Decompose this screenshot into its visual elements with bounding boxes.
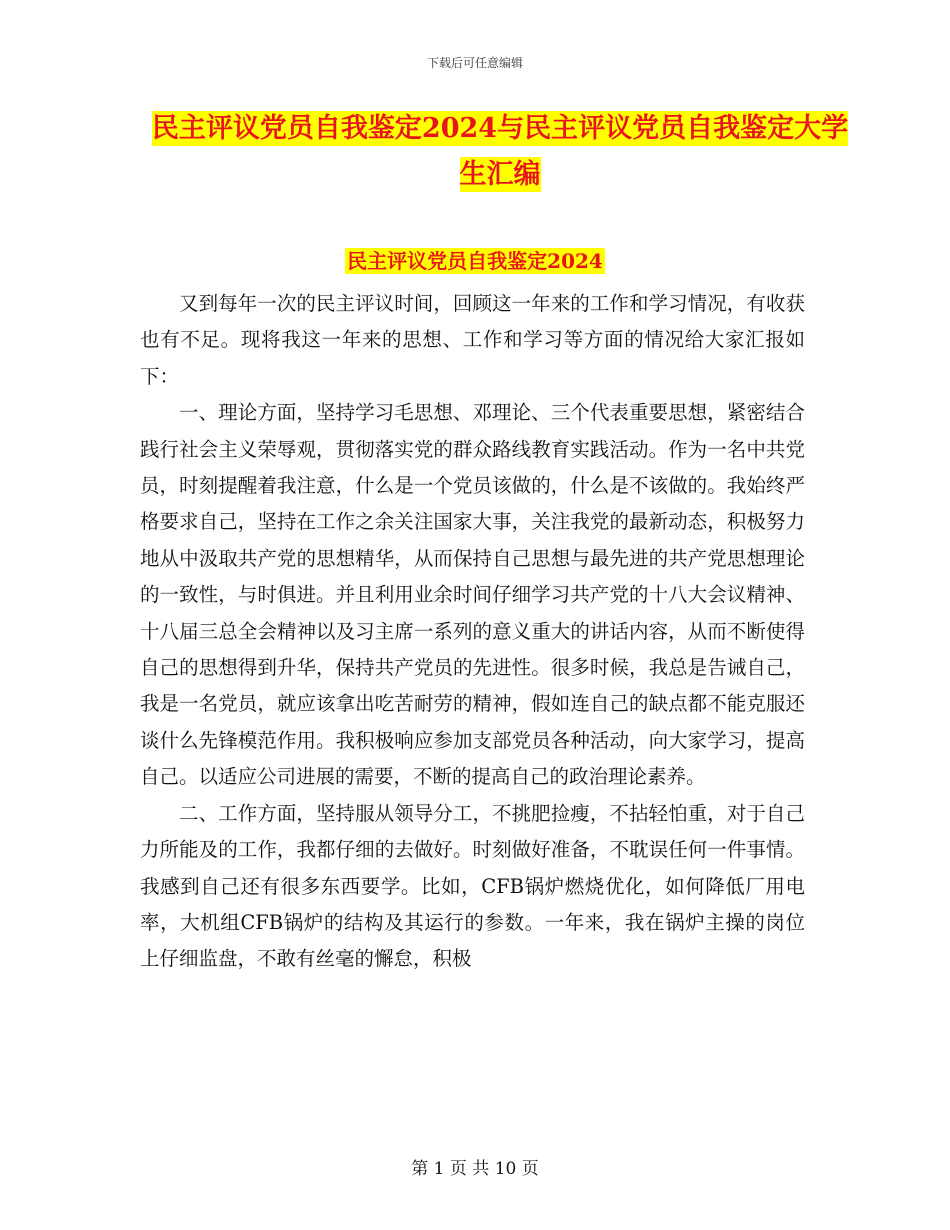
page-number: 第 1 页 共 10 页 — [411, 1159, 539, 1179]
page-header-note: 下载后可任意编辑 — [426, 56, 523, 70]
document-title — [150, 106, 850, 198]
paragraph-theory: 一、理论方面，坚持学习毛思想、邓理论、三个代表重要思想，紧密结合践行社会主义荣辱观，贯彻落实党的群众路线教育实践活动。作为一名中共党员，时刻提醒着我注意，什么是一个党员该做的，什么是不该做的。我始终严格要求自己，坚持在工作之余关注国家大事，关注我党的最新动态，积极努力地从中汲取共产党的思想精华，从而保持自己思想与最先进的共产党思想理论的一致性，与时俱进。并且利用业余时间仔细学习共产党的十八大会议精神、十八届三总全会精神以及习主席一系列的意义重大的讲话内容，从而不断使得自己的思想得到升华，保持共产党员的先进性。很多时候，我总是告诫自己，我是一名党员，就应该拿出吃苦耐劳的精神，假如连自己的缺点都不能克服还谈什么先锋模范作用。我积极响应参加支部党员各种活动，向大家学习，提高自己。以适应公司进展的需要，不断的提高自己的政治理论素养。 — [140, 401, 805, 789]
document-title-text: 民主评议党员自我鉴定2024与民主评议党员自我鉴定大学生汇编 — [151, 113, 849, 190]
section-title-text: 民主评议党员自我鉴定2024 — [347, 249, 603, 273]
paragraph-work: 二、工作方面，坚持服从领导分工，不挑肥捡瘦，不拈轻怕重，对于自己力所能及的工作，我都仔细的去做好。时刻做好准备，不耽误任何一件事情。我感到自己还有很多东西要学。比如，CFB锅炉燃烧优化，如何降低厂用电率，大机组CFB锅炉的结构及其运行的参数。一年来，我在锅炉主操的岗位上仔细监盘，不敢有丝毫的懈怠，积极 — [140, 801, 805, 971]
document-body — [140, 286, 805, 978]
paragraph-intro: 又到每年一次的民主评议时间，回顾这一年来的工作和学习情况，有收获也有不足。现将我这一年来的思想、工作和学习等方面的情况给大家汇报如下： — [140, 292, 805, 388]
section-title — [0, 244, 950, 278]
